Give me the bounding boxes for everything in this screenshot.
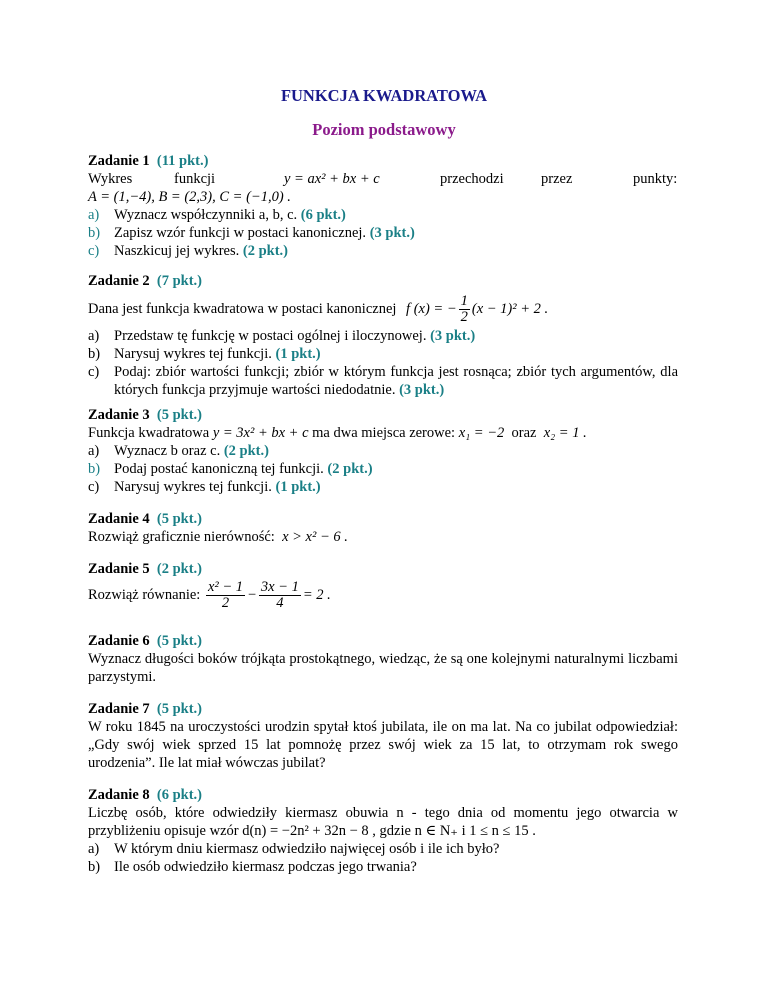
item-label: a) (88, 207, 100, 223)
task-4-heading: Zadanie 4 (88, 511, 150, 527)
fraction-denominator: 2 (221, 595, 230, 611)
task-5-fraction-1 (206, 580, 245, 611)
document-title: FUNKCJA KWADRATOWA (280, 86, 488, 105)
task-3-item-b (88, 460, 678, 478)
item-label: a) (88, 328, 100, 344)
task-3-intro-a: Funkcja kwadratowa (88, 425, 210, 441)
task-3-formula: y = 3x² + bx + c (212, 425, 309, 441)
fraction-numerator: 3x − 1 (260, 579, 299, 595)
item-label: a) (88, 443, 100, 459)
task-5 (88, 560, 678, 611)
task-8-item-a (88, 840, 678, 858)
task-3-oraz: oraz (511, 425, 537, 441)
item-text: Wyznacz b oraz c. (114, 443, 221, 459)
task-4-line (88, 528, 678, 546)
task-4-formula: x > x² − 6 . (282, 529, 348, 545)
item-text: Narysuj wykres tej funkcji. (114, 346, 272, 362)
task-8-text: Liczbę osób, które odwiedziły kiermasz obuwia n - tego dnia od momentu jego otwarcia w przybliżeniu opisuje wzór d(n) = −2n² + 32n − 8 , gdzie n ∈ N₊ i 1 ≤ n ≤ 15 . (88, 805, 678, 839)
task-1-heading: Zadanie 1 (88, 153, 150, 169)
task-7-heading: Zadanie 7 (88, 701, 150, 717)
task-2-item-c (88, 363, 678, 399)
item-label: c) (88, 364, 100, 380)
item-label: c) (88, 479, 100, 495)
word-przez: przez (541, 171, 573, 187)
word-przechodzi: przechodzi (440, 171, 504, 187)
task-6-heading: Zadanie 6 (88, 633, 150, 649)
task-7-points: (5 pkt.) (156, 701, 203, 717)
task-3-points: (5 pkt.) (156, 407, 203, 423)
task-5-text: Rozwiąż równanie: (88, 586, 201, 603)
item-label: b) (88, 225, 101, 241)
task-2 (88, 272, 678, 399)
item-label: b) (88, 346, 101, 362)
item-points: (1 pkt.) (275, 346, 321, 362)
task-4-points: (5 pkt.) (156, 511, 203, 527)
item-points: (3 pkt.) (369, 225, 415, 241)
task-3-heading: Zadanie 3 (88, 407, 150, 423)
task-1-item-c (88, 242, 678, 260)
task-7-text: W roku 1845 na uroczystości urodzin spytał ktoś jubilata, ile on ma lat. Na co jubilat odpowiedział: „Gdy swój wiek sprzed 15 lat pomnożę przez swój wiek za 15 lat, to otrzymam rok swego urodzenia”. Ile lat miał wówczas jubilat? (88, 719, 678, 771)
item-text: Przedstaw tę funkcję w postaci ogólnej i iloczynowej. (114, 328, 427, 344)
task-3-root-2: x₂ = 1 . (543, 425, 587, 441)
task-2-intro: Dana jest funkcja kwadratowa w postaci kanonicznej (88, 300, 397, 317)
task-2-intro-line (88, 294, 678, 325)
item-label: a) (88, 841, 100, 857)
fraction-denominator: 2 (460, 309, 468, 325)
item-points: (2 pkt.) (327, 461, 373, 477)
item-text: Narysuj wykres tej funkcji. (114, 479, 272, 495)
item-text: Naszkicuj jej wykres. (114, 243, 240, 259)
task-8-heading: Zadanie 8 (88, 787, 150, 803)
item-points: (1 pkt.) (275, 479, 321, 495)
task-1-formula: y = ax² + bx + c (284, 171, 380, 187)
item-points: (3 pkt.) (430, 328, 476, 344)
item-points: (2 pkt.) (223, 443, 269, 459)
task-1 (88, 152, 678, 260)
item-text: Ile osób odwiedziło kiermasz podczas jego trwania? (114, 859, 417, 875)
item-text: Wyznacz współczynniki a, b, c. (114, 207, 298, 223)
fraction-denominator: 4 (276, 595, 284, 611)
task-4-text: Rozwiąż graficznie nierówność: (88, 529, 275, 545)
task-7 (88, 700, 678, 772)
task-8 (88, 786, 678, 876)
task-1-line1 (88, 170, 678, 188)
level-subtitle: Poziom podstawowy (312, 120, 456, 139)
item-label: b) (88, 461, 101, 477)
task-1-item-a (88, 206, 678, 224)
task-3-intro-line (88, 424, 678, 442)
task-4 (88, 510, 678, 546)
task-1-points-list: A = (1,−4), B = (2,3), C = (−1,0) . (88, 189, 291, 205)
task-5-equation-line (88, 580, 678, 611)
task-1-item-b (88, 224, 678, 242)
task-2-fraction (459, 294, 470, 325)
task-8-points: (6 pkt.) (156, 787, 203, 803)
item-text: W którym dniu kiermasz odwiedziło najwięcej osób i ile ich było? (114, 841, 500, 857)
fraction-numerator: 1 (460, 293, 468, 309)
task-6-text: Wyznacz długości boków trójkąta prostokątnego, wiedząc, że są one kolejnymi naturalnymi liczbami parzystymi. (88, 651, 678, 685)
task-2-f-right: (x − 1)² + 2 . (471, 300, 549, 317)
fraction-numerator: x² − 1 (207, 579, 244, 595)
task-5-rhs: = 2 . (302, 586, 331, 603)
word-wykres: Wykres (88, 171, 133, 187)
task-2-item-b (88, 345, 678, 363)
task-2-points: (7 pkt.) (156, 273, 203, 289)
task-3-root-1: x₁ = −2 (458, 425, 505, 441)
task-1-points: (11 pkt.) (156, 153, 209, 169)
task-2-f-left: f (x) = − (406, 300, 457, 317)
task-6 (88, 632, 678, 686)
item-label: c) (88, 243, 100, 259)
word-punkty: punkty: (633, 171, 678, 187)
task-5-heading: Zadanie 5 (88, 561, 150, 577)
task-3-intro-b: ma dwa miejsca zerowe: (312, 425, 456, 441)
task-3-item-c (88, 478, 678, 496)
task-2-heading: Zadanie 2 (88, 273, 150, 289)
item-points: (3 pkt.) (399, 382, 445, 398)
item-text: Zapisz wzór funkcji w postaci kanonicznej. (114, 225, 367, 241)
item-text: Podaj: zbiór wartości funkcji; zbiór w którym funkcja jest rosnąca; zbiór tych argumentów, dla których funkcja przyjmuje wartości niedodatnie. (114, 364, 678, 398)
word-funkcji: funkcji (174, 171, 216, 187)
item-points: (2 pkt.) (242, 243, 288, 259)
task-6-points: (5 pkt.) (156, 633, 203, 649)
task-8-item-b (88, 858, 678, 876)
item-text: Podaj postać kanoniczną tej funkcji. (114, 461, 324, 477)
task-3 (88, 406, 678, 496)
task-3-item-a (88, 442, 678, 460)
task-5-fraction-2 (259, 580, 301, 611)
item-points: (6 pkt.) (300, 207, 346, 223)
item-label: b) (88, 859, 101, 875)
task-5-minus: − (247, 586, 257, 603)
task-2-item-a (88, 327, 678, 345)
task-5-points: (2 pkt.) (156, 561, 203, 577)
